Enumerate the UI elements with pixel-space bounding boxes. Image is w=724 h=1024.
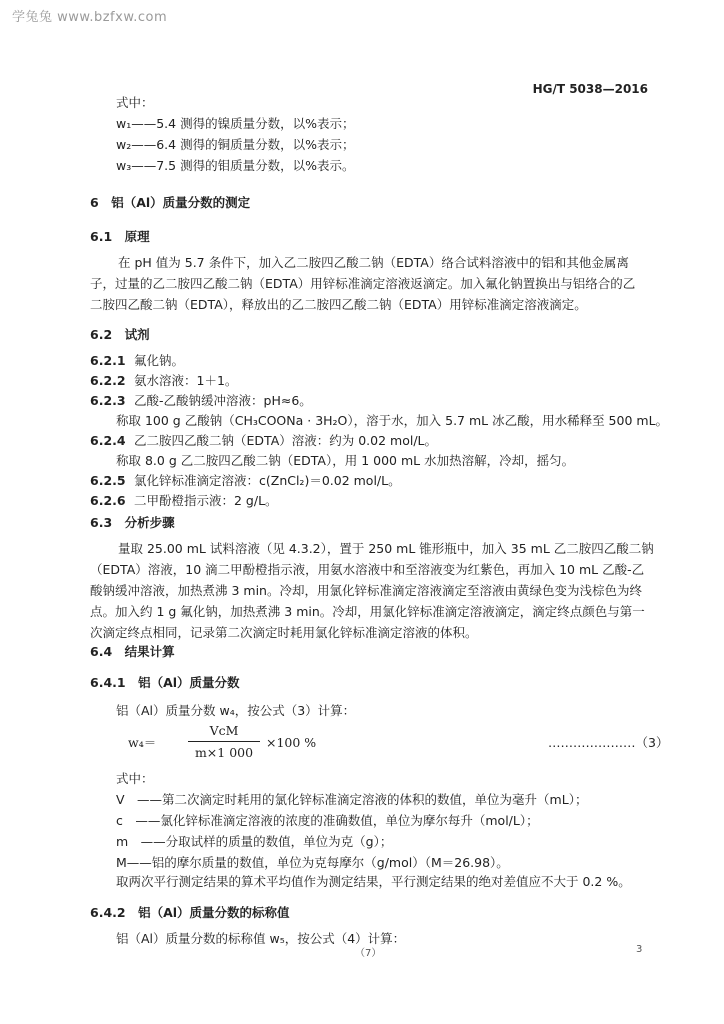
section-6-3-title: 6.3 分析步骤 [90,515,175,530]
item-text: 乙二胺四乙酸二钠（EDTA）溶液：约为 0.02 mol/L。 [134,433,437,448]
item-text: 二甲酚橙指示液：2 g/L。 [134,493,278,508]
where-item: w₃——7.5 测得的钼质量分数，以%表示。 [116,158,355,173]
formula-3 [128,722,669,764]
where-item: w₂——6.4 测得的铜质量分数，以%表示； [116,137,355,152]
item-number: 6.2.1 [90,353,126,368]
item-text: 乙酸-乙酸钠缓冲溶液：pH≈6。 [134,393,312,408]
conclusion-text: 取两次平行测定结果的算术平均值作为测定结果，平行测定结果的绝对差值应不大于 0.2 %。 [116,874,631,889]
item-number: 6.2.5 [90,473,126,488]
paragraph-line: 次滴定终点相同，记录第二次滴定时耗用氯化锌标准滴定溶液的体积。 [90,625,478,640]
variable-definition: c ——氯化锌标准滴定溶液的浓度的准确数值，单位为摩尔每升（mol/L）； [116,813,539,828]
paragraph-line: 点。加入约 1 g 氟化钠，加热煮沸 3 min。冷却，用氯化锌标准滴定溶液滴定，滴定终点颜色与第一 [90,604,645,619]
paragraph-line: 在 pH 值为 5.7 条件下，加入乙二胺四乙酸二钠（EDTA）络合试料溶液中的铝和其他金属离 [118,255,629,270]
footer-center: （7） [355,948,382,959]
paragraph-line: 量取 25.00 mL 试料溶液（见 4.3.2），置于 250 mL 锥形瓶中，加入 35 mL 乙二胺四乙酸二钠 [118,541,654,556]
item-text: 氨水溶液：1＋1。 [134,373,238,388]
item-number: 6.2.6 [90,493,126,508]
formula-number: …………………（3） [548,735,669,750]
item-number: 6.2.2 [90,373,126,388]
variable-definition: m ——分取试样的质量的数值，单位为克（g）； [116,834,393,849]
item-number: 6.2.4 [90,433,126,448]
paragraph-line: 酸钠缓冲溶液，加热煮沸 3 min。冷却，用氯化锌标准滴定溶液滴定至溶液由黄绿色变为浅棕色为终 [90,583,642,598]
section-6-4-2-title: 6.4.2 铝（Al）质量分数的标称值 [90,905,290,920]
variable-definition: M——铝的摩尔质量的数值，单位为克每摩尔（g/mol）（M＝26.98）。 [116,855,509,870]
standard-code: HG/T 5038—2016 [532,82,648,96]
section-6-title: 6 铝（Al）质量分数的测定 [90,195,251,210]
formula-numerator: VcM [209,723,239,738]
item-text: 称取 8.0 g 乙二胺四乙酸二钠（EDTA），用 1 000 mL 水加热溶解，冷却，摇匀。 [116,453,575,468]
section-6-1-title: 6.1 原理 [90,229,150,244]
paragraph-line: 二胺四乙酸二钠（EDTA），释放出的乙二胺四乙酸二钠（EDTA）用锌标准滴定溶液滴定。 [90,297,587,312]
section-6-2-title: 6.2 试剂 [90,327,150,342]
item-text: 称取 100 g 乙酸钠（CH₃COONa · 3H₂O），溶于水，加入 5.7 mL 冰乙酸，用水稀释至 500 mL。 [116,413,669,428]
item-text: 氯化锌标准滴定溶液：c(ZnCl₂)＝0.02 mol/L。 [134,473,401,488]
paragraph-line: （EDTA）溶液，10 滴二甲酚橙指示液，用氨水溶液中和至溶液变为红紫色，再加入 10 mL 乙酸-乙 [90,562,645,577]
section-6-4-title: 6.4 结果计算 [90,644,175,659]
where-label: 式中： [116,771,154,786]
formula-denominator: m×1 000 [194,745,254,760]
where-item: w₁——5.4 测得的镍质量分数，以%表示； [116,116,355,131]
watermark: 学兔兔 www.bzfxw.com [12,10,168,25]
formula-lhs: w₄＝ [128,735,157,750]
formula-intro: 铝（Al）质量分数的标称值 w₅，按公式（4）计算： [116,931,406,946]
item-number: 6.2.3 [90,393,126,408]
formula-rhs: ×100 % [266,735,317,750]
page-number: 3 [636,944,643,955]
item-text: 氟化钠。 [134,353,185,368]
where-label: 式中： [116,95,154,110]
paragraph-line: 子，过量的乙二胺四乙酸二钠（EDTA）用锌标准滴定溶液返滴定。加入氟化钠置换出与铝络合的乙 [90,276,636,291]
formula-intro: 铝（Al）质量分数 w₄，按公式（3）计算： [116,703,356,718]
section-6-4-1-title: 6.4.1 铝（Al）质量分数 [90,675,240,690]
variable-definition: V ——第二次滴定时耗用的氯化锌标准滴定溶液的体积的数值，单位为毫升（mL）； [116,792,588,807]
